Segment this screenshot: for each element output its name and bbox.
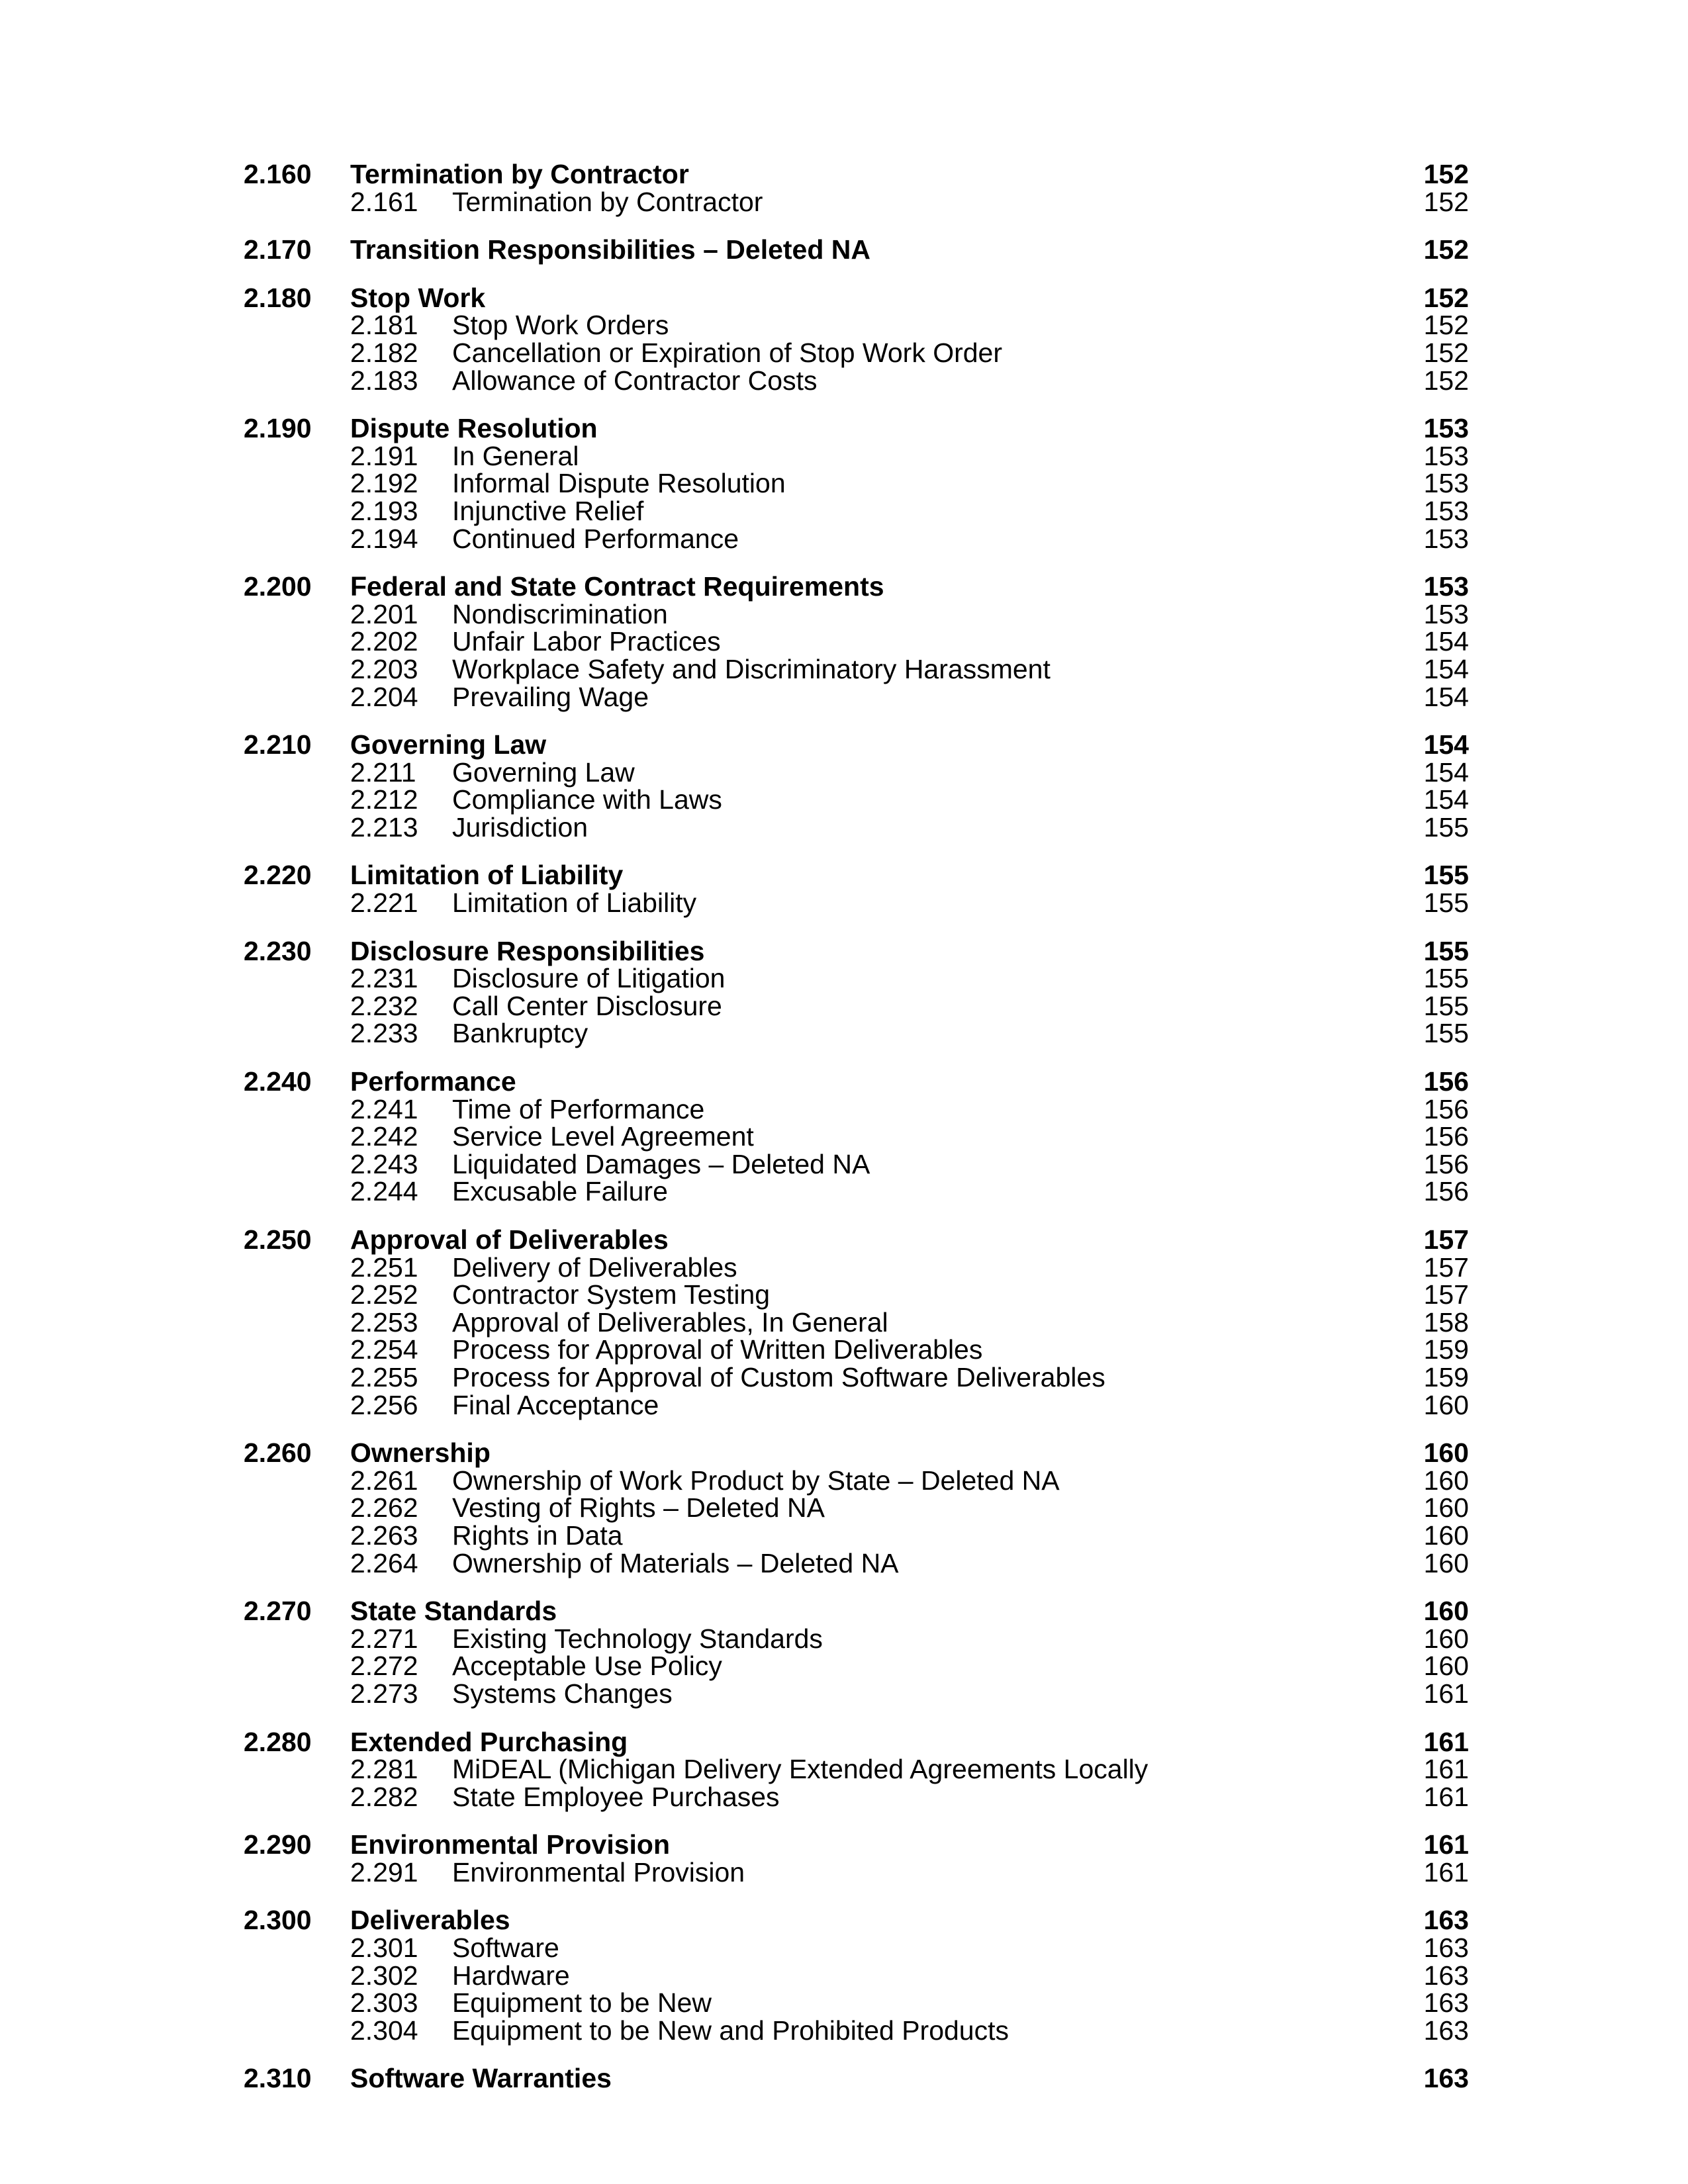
toc-subentry: [0, 1522, 1688, 1550]
subsection-number: 2.242: [350, 1121, 418, 1152]
page-number: 160: [1423, 1547, 1469, 1578]
table-of-contents: [0, 161, 1688, 2113]
subsection-title: Rights in Data: [452, 1520, 623, 1551]
page-number: 160: [1423, 1651, 1469, 1682]
section-title: Performance: [350, 1066, 516, 1097]
page-number: 161: [1423, 1726, 1469, 1757]
page-number: 160: [1423, 1623, 1469, 1654]
subsection-number: 2.261: [350, 1465, 418, 1496]
section-number: 2.270: [244, 1596, 312, 1627]
page-number: 155: [1423, 990, 1469, 1021]
page-number: 152: [1423, 186, 1469, 217]
toc-section: [0, 573, 1688, 711]
page-number: 156: [1423, 1121, 1469, 1152]
subsection-number: 2.281: [350, 1754, 418, 1785]
toc-entry: [0, 1907, 1688, 1934]
section-number: 2.220: [244, 860, 312, 891]
toc-subentry: [0, 990, 1688, 1021]
toc-subentry: [0, 1306, 1688, 1338]
toc-section: [0, 1907, 1688, 2044]
toc-subentry: [0, 1989, 1688, 2017]
page-number: 156: [1423, 1093, 1469, 1124]
subsection-number: 2.182: [350, 337, 418, 368]
page-number: 163: [1423, 1960, 1469, 1991]
subsection-number: 2.254: [350, 1334, 418, 1365]
toc-section: [0, 282, 1688, 396]
subsection-title: Equipment to be New and Prohibited Products: [452, 2015, 1009, 2046]
subsection-title: Continued Performance: [452, 523, 739, 554]
subsection-number: 2.161: [350, 186, 418, 217]
subsection-title: Process for Approval of Custom Software Deliverables: [452, 1361, 1105, 1392]
section-title: Extended Purchasing: [350, 1726, 628, 1757]
page-number: 157: [1423, 1224, 1469, 1255]
toc-entry: [0, 1831, 1688, 1859]
toc-subentry: [0, 1756, 1688, 1784]
section-number: 2.280: [244, 1726, 312, 1757]
subsection-title: State Employee Purchases: [452, 1781, 780, 1812]
toc-subentry: [0, 1361, 1688, 1392]
subsection-title: Equipment to be New: [452, 1987, 712, 2019]
toc-subentry: [0, 1934, 1688, 1962]
subsection-number: 2.303: [350, 1987, 418, 2019]
page-number: 154: [1423, 681, 1469, 712]
toc-section: [0, 1226, 1688, 1419]
subsection-title: Contractor System Testing: [452, 1279, 771, 1310]
subsection-number: 2.203: [350, 653, 418, 684]
toc-subentry: [0, 1389, 1688, 1420]
subsection-title: Nondiscrimination: [452, 598, 668, 629]
subsection-title: Acceptable Use Policy: [452, 1651, 722, 1682]
subsection-number: 2.241: [350, 1093, 418, 1124]
toc-subentry: [0, 598, 1688, 629]
subsection-number: 2.264: [350, 1547, 418, 1578]
page-number: 152: [1423, 337, 1469, 368]
subsection-title: Informal Dispute Resolution: [452, 468, 786, 499]
toc-subentry: [0, 1653, 1688, 1680]
page-number: 160: [1423, 1520, 1469, 1551]
subsection-title: Termination by Contractor: [452, 186, 763, 217]
page-number: 160: [1423, 1492, 1469, 1524]
toc-subentry: [0, 1093, 1688, 1124]
toc-subentry: [0, 628, 1688, 656]
subsection-title: Hardware: [452, 1960, 570, 1991]
section-number: 2.200: [244, 571, 312, 602]
toc-section: [0, 1439, 1688, 1577]
toc-subentry: [0, 756, 1688, 788]
subsection-title: Software: [452, 1933, 559, 1964]
section-title: Governing Law: [350, 729, 547, 760]
subsection-title: Jurisdiction: [452, 811, 588, 842]
toc-subentry: [0, 1123, 1688, 1151]
toc-subentry: [0, 2017, 1688, 2045]
subsection-number: 2.212: [350, 784, 418, 815]
section-number: 2.230: [244, 935, 312, 966]
subsection-number: 2.231: [350, 963, 418, 994]
page-number: 160: [1423, 1596, 1469, 1627]
page-number: 153: [1423, 495, 1469, 526]
toc-subentry: [0, 889, 1688, 917]
toc-section: [0, 161, 1688, 216]
page-number: 161: [1423, 1829, 1469, 1860]
page-number: 160: [1423, 1437, 1469, 1469]
subsection-title: Liquidated Damages – Deleted NA: [452, 1148, 870, 1179]
page-number: 152: [1423, 282, 1469, 313]
subsection-title: Time of Performance: [452, 1093, 705, 1124]
toc-entry: [0, 282, 1688, 313]
toc-subentry: [0, 1467, 1688, 1495]
page-number: 159: [1423, 1361, 1469, 1392]
page-number: 155: [1423, 935, 1469, 966]
toc-subentry: [0, 440, 1688, 471]
section-number: 2.300: [244, 1905, 312, 1936]
page-number: 152: [1423, 234, 1469, 265]
page-number: 157: [1423, 1251, 1469, 1283]
subsection-title: Service Level Agreement: [452, 1121, 754, 1152]
page-number: 152: [1423, 310, 1469, 341]
section-title: Limitation of Liability: [350, 860, 624, 891]
section-title: Disclosure Responsibilities: [350, 935, 705, 966]
subsection-number: 2.291: [350, 1856, 418, 1888]
toc-subentry: [0, 312, 1688, 340]
toc-subentry: [0, 965, 1688, 993]
page-number: 155: [1423, 1018, 1469, 1049]
toc-section: [0, 2065, 1688, 2093]
subsection-number: 2.272: [350, 1651, 418, 1682]
section-title: Approval of Deliverables: [350, 1224, 669, 1255]
subsection-number: 2.194: [350, 523, 418, 554]
toc-subentry: [0, 367, 1688, 395]
page-number: 156: [1423, 1176, 1469, 1207]
subsection-title: Cancellation or Expiration of Stop Work Order: [452, 337, 1003, 368]
toc-section: [0, 1598, 1688, 1707]
subsection-title: Environmental Provision: [452, 1856, 745, 1888]
toc-entry: [0, 573, 1688, 601]
subsection-title: Allowance of Contractor Costs: [452, 365, 818, 396]
page-number: 156: [1423, 1148, 1469, 1179]
page-number: 153: [1423, 598, 1469, 629]
subsection-title: Limitation of Liability: [452, 887, 697, 919]
section-number: 2.160: [244, 159, 312, 189]
subsection-number: 2.273: [350, 1678, 418, 1709]
page-number: 157: [1423, 1279, 1469, 1310]
section-title: Federal and State Contract Requirements: [350, 571, 884, 602]
page-number: 163: [1423, 2063, 1469, 2094]
page-number: 154: [1423, 626, 1469, 657]
section-title: State Standards: [350, 1596, 557, 1627]
toc-subentry: [0, 653, 1688, 684]
subsection-number: 2.232: [350, 990, 418, 1021]
toc-subentry: [0, 470, 1688, 498]
subsection-title: Systems Changes: [452, 1678, 673, 1709]
toc-entry: [0, 1726, 1688, 1757]
subsection-title: Call Center Disclosure: [452, 990, 722, 1021]
page-number: 155: [1423, 860, 1469, 891]
subsection-number: 2.244: [350, 1176, 418, 1207]
toc-subentry: [0, 1494, 1688, 1522]
toc-subentry: [0, 811, 1688, 842]
section-title: Ownership: [350, 1437, 491, 1469]
toc-section: [0, 935, 1688, 1049]
subsection-number: 2.304: [350, 2015, 418, 2046]
section-title: Software Warranties: [350, 2063, 612, 2094]
page-number: 160: [1423, 1389, 1469, 1420]
subsection-title: In General: [452, 440, 579, 471]
subsection-number: 2.181: [350, 310, 418, 341]
subsection-number: 2.183: [350, 365, 418, 396]
toc-subentry: [0, 786, 1688, 814]
section-title: Termination by Contractor: [350, 159, 689, 189]
page-number: 163: [1423, 1933, 1469, 1964]
subsection-number: 2.202: [350, 626, 418, 657]
toc-subentry: [0, 525, 1688, 553]
subsection-title: Injunctive Relief: [452, 495, 644, 526]
page-number: 153: [1423, 523, 1469, 554]
toc-subentry: [0, 1781, 1688, 1812]
toc-subentry: [0, 1962, 1688, 1990]
subsection-number: 2.282: [350, 1781, 418, 1812]
subsection-number: 2.263: [350, 1520, 418, 1551]
toc-entry: [0, 935, 1688, 966]
toc-subentry: [0, 1625, 1688, 1653]
toc-subentry: [0, 1547, 1688, 1578]
subsection-number: 2.301: [350, 1933, 418, 1964]
page-number: 154: [1423, 729, 1469, 760]
subsection-number: 2.201: [350, 598, 418, 629]
section-title: Dispute Resolution: [350, 413, 598, 444]
subsection-title: Bankruptcy: [452, 1018, 588, 1049]
section-number: 2.170: [244, 234, 312, 265]
subsection-number: 2.221: [350, 887, 418, 919]
page-number: 161: [1423, 1781, 1469, 1812]
toc-subentry: [0, 1178, 1688, 1206]
toc-entry: [0, 731, 1688, 759]
subsection-title: Stop Work Orders: [452, 310, 669, 341]
toc-section: [0, 1726, 1688, 1812]
section-number: 2.190: [244, 413, 312, 444]
subsection-number: 2.192: [350, 468, 418, 499]
subsection-title: Workplace Safety and Discriminatory Harassment: [452, 653, 1051, 684]
section-title: Stop Work: [350, 282, 486, 313]
toc-subentry: [0, 1020, 1688, 1048]
page-number: 161: [1423, 1678, 1469, 1709]
page-number: 159: [1423, 1334, 1469, 1365]
subsection-number: 2.243: [350, 1148, 418, 1179]
toc-section: [0, 236, 1688, 264]
section-title: Transition Responsibilities – Deleted NA: [350, 234, 871, 265]
subsection-number: 2.193: [350, 495, 418, 526]
toc-entry: [0, 1598, 1688, 1625]
subsection-number: 2.262: [350, 1492, 418, 1524]
toc-entry: [0, 2065, 1688, 2093]
subsection-number: 2.191: [350, 440, 418, 471]
subsection-number: 2.253: [350, 1306, 418, 1338]
subsection-title: Delivery of Deliverables: [452, 1251, 737, 1283]
toc-subentry: [0, 681, 1688, 712]
toc-section: [0, 1831, 1688, 1886]
toc-entry: [0, 1226, 1688, 1254]
toc-entry: [0, 862, 1688, 889]
toc-section: [0, 862, 1688, 917]
subsection-title: Ownership of Work Product by State – Deleted NA: [452, 1465, 1060, 1496]
subsection-title: Unfair Labor Practices: [452, 626, 721, 657]
page-number: 156: [1423, 1066, 1469, 1097]
toc-subentry: [0, 186, 1688, 217]
page-number: 155: [1423, 811, 1469, 842]
subsection-title: Existing Technology Standards: [452, 1623, 823, 1654]
toc-entry: [0, 415, 1688, 443]
section-number: 2.240: [244, 1066, 312, 1097]
subsection-title: Disclosure of Litigation: [452, 963, 726, 994]
page-number: 154: [1423, 784, 1469, 815]
page-number: 152: [1423, 365, 1469, 396]
toc-subentry: [0, 1336, 1688, 1364]
page-number: 153: [1423, 440, 1469, 471]
toc-subentry: [0, 1680, 1688, 1708]
subsection-number: 2.256: [350, 1389, 418, 1420]
toc-subentry: [0, 1856, 1688, 1888]
subsection-title: Excusable Failure: [452, 1176, 668, 1207]
toc-section: [0, 731, 1688, 841]
subsection-number: 2.211: [350, 756, 416, 788]
subsection-title: Governing Law: [452, 756, 635, 788]
subsection-number: 2.213: [350, 811, 418, 842]
section-number: 2.180: [244, 282, 312, 313]
section-title: Deliverables: [350, 1905, 510, 1936]
toc-section: [0, 415, 1688, 553]
section-number: 2.210: [244, 729, 312, 760]
section-number: 2.290: [244, 1829, 312, 1860]
page-number: 155: [1423, 887, 1469, 919]
section-number: 2.260: [244, 1437, 312, 1469]
page-number: 163: [1423, 2015, 1469, 2046]
subsection-title: Process for Approval of Written Deliverables: [452, 1334, 983, 1365]
page-number: 160: [1423, 1465, 1469, 1496]
page-number: 163: [1423, 1905, 1469, 1936]
page-number: 153: [1423, 571, 1469, 602]
subsection-title: Vesting of Rights – Deleted NA: [452, 1492, 825, 1524]
subsection-number: 2.251: [350, 1251, 418, 1283]
toc-subentry: [0, 1281, 1688, 1309]
subsection-number: 2.252: [350, 1279, 418, 1310]
toc-entry: [0, 1068, 1688, 1096]
page-number: 158: [1423, 1306, 1469, 1338]
subsection-number: 2.271: [350, 1623, 418, 1654]
toc-subentry: [0, 495, 1688, 526]
subsection-number: 2.302: [350, 1960, 418, 1991]
subsection-title: Ownership of Materials – Deleted NA: [452, 1547, 899, 1578]
page-number: 154: [1423, 756, 1469, 788]
subsection-number: 2.204: [350, 681, 418, 712]
section-title: Environmental Provision: [350, 1829, 670, 1860]
page-number: 163: [1423, 1987, 1469, 2019]
section-number: 2.250: [244, 1224, 312, 1255]
page-number: 153: [1423, 413, 1469, 444]
subsection-title: Prevailing Wage: [452, 681, 649, 712]
toc-subentry: [0, 1251, 1688, 1283]
page-number: 155: [1423, 963, 1469, 994]
subsection-number: 2.233: [350, 1018, 418, 1049]
subsection-number: 2.255: [350, 1361, 418, 1392]
toc-subentry: [0, 1148, 1688, 1179]
toc-entry: [0, 161, 1688, 189]
page-number: 161: [1423, 1856, 1469, 1888]
subsection-title: Compliance with Laws: [452, 784, 722, 815]
toc-section: [0, 1068, 1688, 1206]
toc-entry: [0, 236, 1688, 264]
page-number: 161: [1423, 1754, 1469, 1785]
subsection-title: Approval of Deliverables, In General: [452, 1306, 888, 1338]
page-number: 153: [1423, 468, 1469, 499]
subsection-title: MiDEAL (Michigan Delivery Extended Agreements Locally: [452, 1754, 1149, 1785]
toc-subentry: [0, 337, 1688, 368]
page-number: 154: [1423, 653, 1469, 684]
page-number: 152: [1423, 159, 1469, 189]
subsection-title: Final Acceptance: [452, 1389, 659, 1420]
toc-entry: [0, 1439, 1688, 1467]
section-number: 2.310: [244, 2063, 312, 2094]
